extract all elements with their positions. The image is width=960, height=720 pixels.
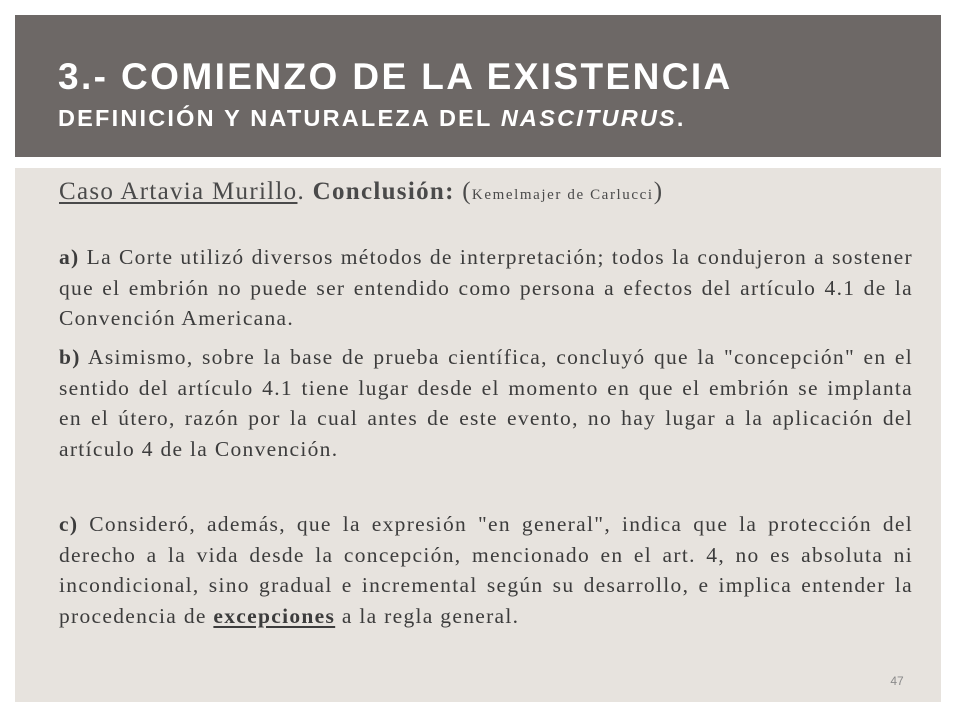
paragraph-b-text: Asimismo, sobre la base de prueba científica, concluyó que la "concepción" en el sentido del artículo 4.1 tiene lugar desde el momento en que el embrión se implanta en el útero, razón por la cual antes de este evento, no hay lugar a la aplicación del artículo 4 de la Convención. [59,345,913,461]
author-name: Kemelmajer de Carlucci [471,187,654,203]
paragraph-a-label: a) [59,245,80,269]
heading-period: . [297,178,313,205]
paragraph-b [59,342,913,464]
subtitle-suffix: . [676,105,686,131]
paragraph-a-text: La Corte utilizó diversos métodos de interpretación; todos la condujeron a sostener que el embrión no puede ser entendido como persona a efectos del artículo 4.1 de la Convención Americana. [59,245,913,330]
open-paren: ( [454,178,472,205]
paragraph-b-label: b) [59,345,81,369]
paragraph-c-text: Consideró, además, que la expresión "en general", indica que la protección del derecho a la vida desde la concepción, mencionado en el art. 4, no es absoluta ni incondicional, sino gradual e incremental según su desarrollo, e implica entender la procedencia de [59,512,913,628]
section-heading [59,178,663,206]
paragraph-c-label: c) [59,512,79,536]
slide-subtitle [58,105,686,132]
excepciones-link[interactable]: excepciones [213,603,336,628]
slide-title: 3.- COMIENZO DE LA EXISTENCIA [58,56,733,97]
paragraph-a [59,242,913,334]
subtitle-italic-term: NASCITURUS [500,105,677,131]
subtitle-prefix: DEFINICIÓN Y NATURALEZA DEL [58,105,501,131]
paragraph-c-text-end: a la regla general. [335,603,520,628]
paragraph-c [59,509,913,631]
conclusion-label: Conclusión: [312,178,455,205]
case-link[interactable]: Caso Artavia Murillo [59,178,298,205]
close-paren: ) [653,178,664,205]
slide-number: 47 [890,674,904,688]
